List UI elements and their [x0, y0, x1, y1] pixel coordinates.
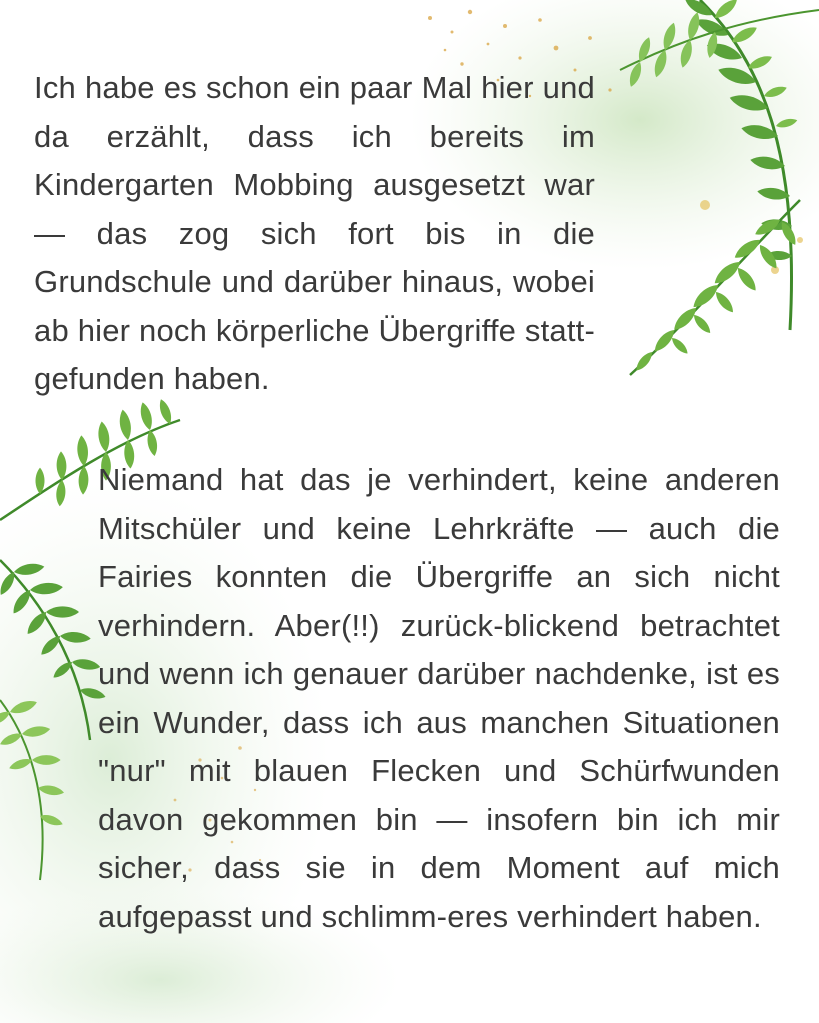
paragraph-intro: Ich habe es schon ein paar Mal hier und da erzählt, dass ich bereits im Kindergarten Mobbing ausgesetzt war — das zog sich fort bis in die Grundschule und darüber hinaus, wobei ab hier noch körperliche Übergriffe statt-gefunden haben.: [34, 70, 595, 396]
paragraph-fairies: Niemand hat das je verhindert, keine anderen Mitschüler und keine Lehrkräfte — auch die Fairies konnten die Übergriffe an sich nicht verhindern. Aber(!!) zurück-blickend betrachtet und wenn ich genauer darüber nachdenke, ist es ein Wunder, dass ich aus manchen Situationen "nur" mit blauen Flecken und Schürfwunden davon gekommen bin — insofern bin ich mir sicher, dass sie in dem Moment auf mich aufgepasst und schlimm-eres verhindert haben.: [98, 462, 780, 934]
